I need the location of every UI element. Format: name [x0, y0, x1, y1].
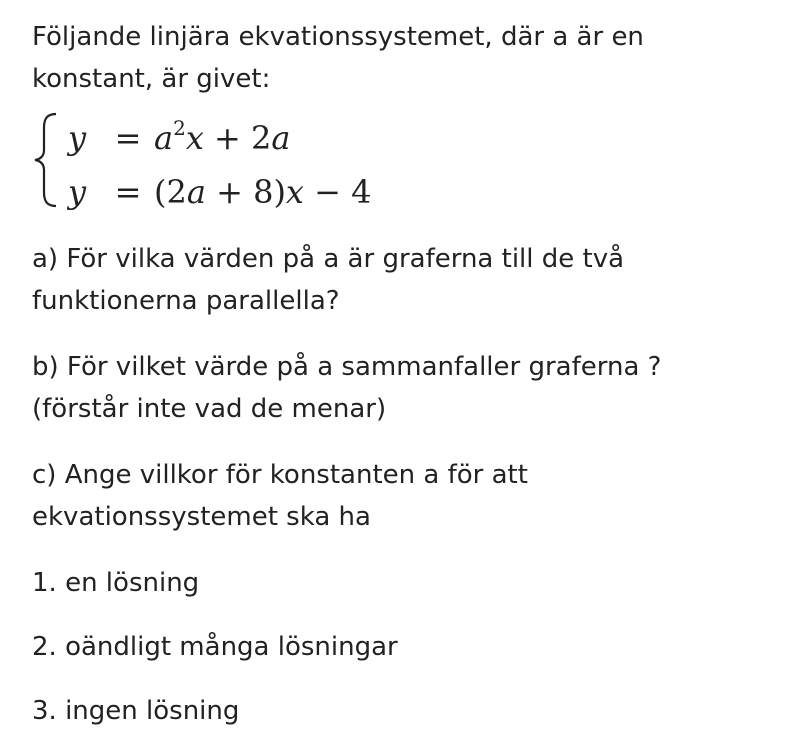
eq2-var-x: x [285, 173, 304, 211]
question-c: c) Ange villkor för konstanten a för att ekvationssystemet ska ha [32, 460, 528, 532]
eq1-var-x: x [185, 119, 204, 157]
eq1-var-a2: a [271, 119, 291, 157]
eq2-equals: = [114, 173, 142, 211]
eq2-minus-term: − 4 [303, 173, 372, 211]
option-2: 2. oändligt många lösningar [32, 632, 398, 662]
eq2-lhs: y [68, 173, 87, 211]
eq2-open: (2 [154, 173, 187, 211]
question-b-line2: (förstår inte vad de menar) [32, 394, 387, 424]
eq1-rhs [154, 118, 290, 158]
eq1-equals: = [114, 119, 142, 157]
equation-row-2 [68, 172, 371, 212]
eq1-var-a: a [154, 119, 174, 157]
question-a: a) För vilka värden på a är graferna till de två funktionerna parallella? [32, 244, 625, 316]
option-3: 3. ingen lösning [32, 696, 240, 726]
eq1-plus-term: + 2 [203, 119, 272, 157]
option-1: 1. en lösning [32, 568, 200, 598]
left-brace-icon [32, 112, 62, 208]
question-content [32, 16, 772, 754]
equation-system [32, 110, 772, 216]
eq2-rhs [154, 172, 371, 212]
eq1-lhs: y [68, 119, 87, 157]
eq2-var-a: a [186, 173, 206, 211]
intro-text: Följande linjära ekvationssystemet, där a är en konstant, är givet: [32, 22, 644, 94]
question-b [32, 346, 772, 430]
eq1-exponent: 2 [173, 116, 186, 140]
eq2-mid: + 8) [205, 173, 286, 211]
question-b-line1: b) För vilket värde på a sammanfaller graferna ? [32, 352, 662, 382]
equation-row-1 [68, 118, 290, 158]
